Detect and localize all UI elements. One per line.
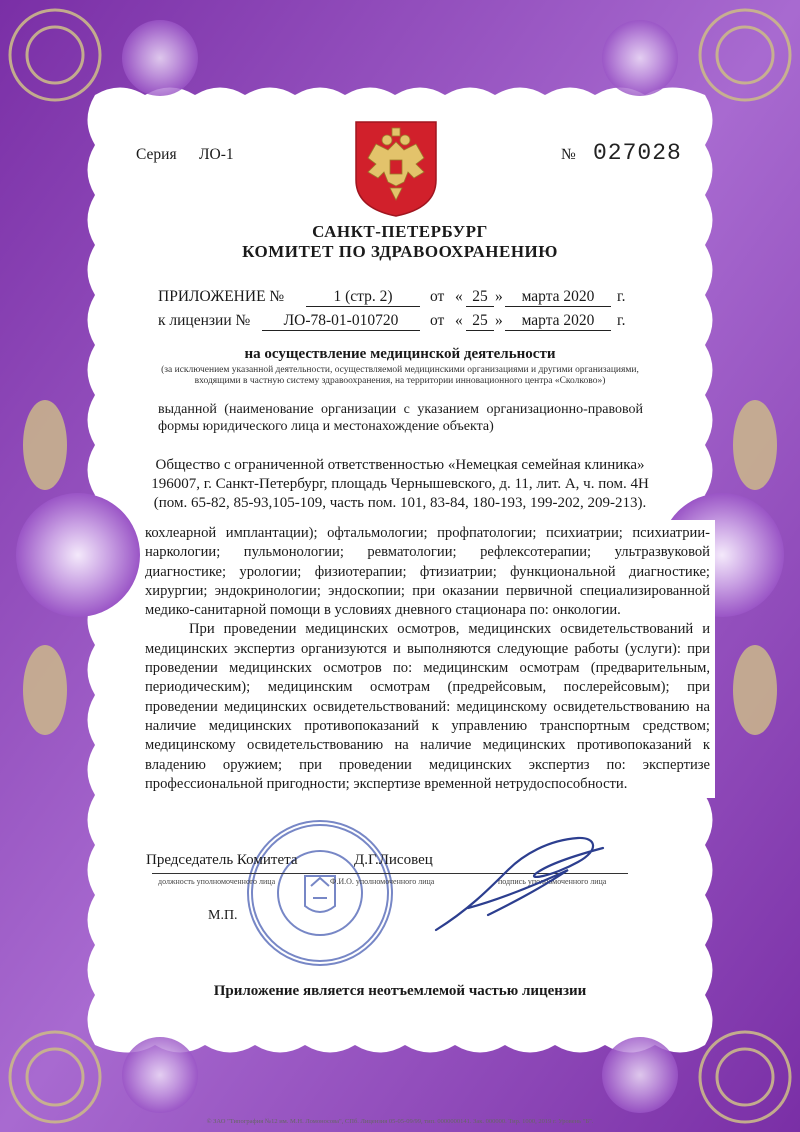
authority-committee: КОМИТЕТ ПО ЗДРАВООХРАНЕНИЮ [242, 242, 558, 261]
handwritten-signature [428, 830, 608, 940]
stamp-place-label: М.П. [208, 908, 238, 923]
appendix-year-suffix: г. [617, 288, 626, 305]
license-year-suffix: г. [617, 312, 626, 329]
issued-to-label: выданной (наименование организации с указанием организационно-правовой формы юридического лица и местонахождение объекта) [158, 402, 643, 434]
organization-name: Общество с ограниченной ответственностью «Немецкая семейная клиника» [155, 457, 645, 473]
appendix-close-quote: » [495, 288, 503, 305]
russian-coat-of-arms-icon [354, 120, 438, 218]
activity-title: на осуществление медицинской деятельности [244, 346, 556, 362]
organization-premises: (пом. 65-82, 85-93,105-109, часть пом. 101, 83-84, 180-193, 199-202, 209-213). [153, 495, 647, 511]
appendix-month-year: марта 2020 [505, 288, 611, 307]
appendix-from-label: от [430, 288, 445, 305]
services-paragraph-1: кохлеарной имплантации); офтальмологии; профпатологии; психиатрии; психиатрии-наркологии; пульмонологии; ревматологии; рефлексотерапии; ультразвуковой диагностике; урологии; физиотерапии; фтизиатрии; функциональной диагностике; хирургии; эндокринологии; эндоскопии; при оказании первичной специализированной медико-санитарной помощи в условиях дневного стационара по: онкологии. [145, 525, 710, 619]
license-open-quote: « [455, 312, 463, 329]
appendix-number: 1 (стр. 2) [306, 288, 420, 307]
license-label: к лицензии № [158, 312, 251, 329]
signatory-name: Д.Г.Лисовец [354, 852, 433, 868]
authority-city: САНКТ-ПЕТЕРБУРГ [312, 222, 488, 241]
number-prefix: № [561, 146, 576, 163]
caption-position: должность уполномоченного лица [158, 877, 276, 886]
organization-address: 196007, г. Санкт-Петербург, площадь Чернышевского, д. 11, лит. А, ч. пом. 4Н [151, 476, 649, 492]
services-text [145, 524, 710, 794]
license-number: ЛО-78-01-010720 [262, 312, 420, 331]
caption-name: Ф.И.О. уполномоченного лица [330, 877, 435, 886]
services-paragraph-2: При проведении медицинских осмотров, медицинских освидетельствований и медицинских экспертиз организуются и выполняются следующие работы (услуги): при проведении медицинских осмотров по: медицинским осмотрам (предварительным, периодическим); медицинским осмотрам (предрейсовым, послерейсовым); при проведении медицинских освидетельствований: медицинскому освидетельствованию на наличие медицинских противопоказаний к управлению транспортным средством; медицинскому освидетельствованию на наличие медицинских противопоказаний к владению оружием; при проведении медицинских экспертиз по: экспертизе профессиональной пригодности; экспертизе временной нетрудоспособности. [145, 621, 710, 792]
caption-signature: подпись уполномоченного лица [498, 877, 607, 886]
appendix-number-field [306, 288, 420, 307]
appendix-day: 25 [466, 288, 494, 307]
license-close-quote: » [495, 312, 503, 329]
license-serial-number: 027028 [593, 140, 682, 166]
signatory-position: Председатель Комитета [146, 852, 298, 868]
license-month-year: марта 2020 [505, 312, 611, 331]
series-label: Серия [136, 146, 177, 163]
license-day: 25 [466, 312, 494, 331]
license-from-label: от [430, 312, 445, 329]
official-stamp-seal [245, 818, 395, 968]
activity-note: (за исключением указанной деятельности, осуществляемой медицинскими организациями и другими организациями, входящими в частную систему здравоохранения, на территории инновационного центра «Сколково») [161, 365, 639, 386]
appendix-label: ПРИЛОЖЕНИЕ № [158, 288, 285, 305]
printer-imprint: © ЗАО "Типография №12 им. М.Н. Ломоносова", СПб. Лицензия 05-05-09/99, тип. 0000000141. Зак. 000000. Тир. 1000, 2019 г. Уровень "Б". [206, 1118, 594, 1125]
appendix-integral-note: Приложение является неотъемлемой частью лицензии [213, 983, 587, 999]
series-value: ЛО-1 [199, 146, 234, 163]
appendix-open-quote: « [455, 288, 463, 305]
